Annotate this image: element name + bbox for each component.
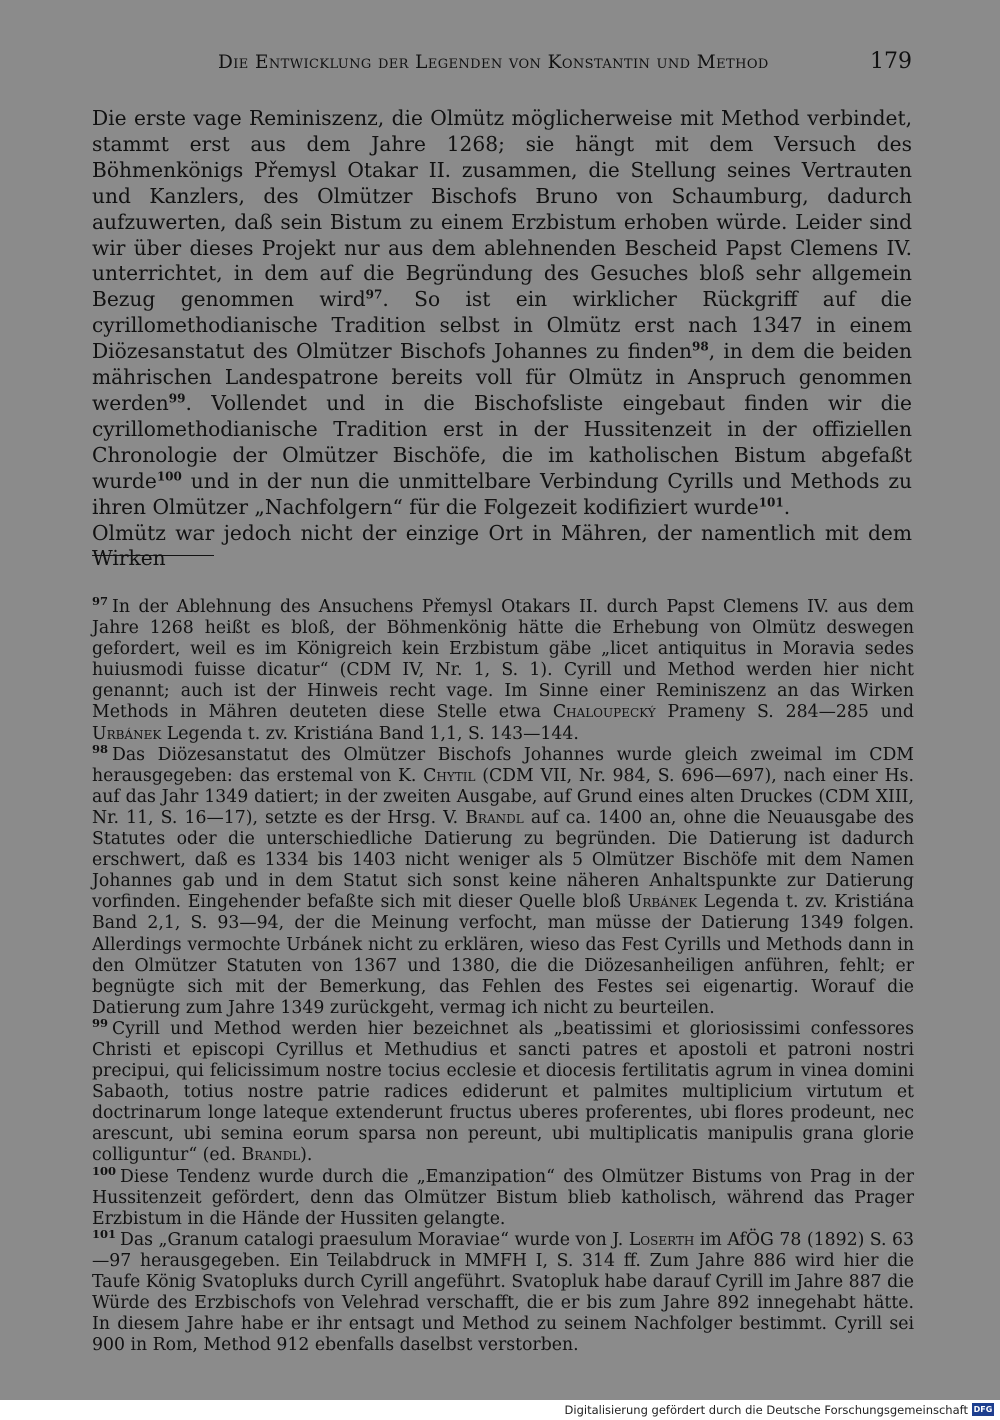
paragraph: Olmütz war jedoch nicht der einzige Ort in Mähren, der namentlich mit dem Wirken [92, 520, 912, 571]
footnote-number: 98 [92, 741, 109, 756]
text-run: Das Diözesanstatut des Olmützer Bischofs Johannes wurde gleich zweimal im CDM herausgegeben: das erstemal von K. [92, 744, 914, 786]
text-run: Cyrill und Method werden hier bezeichnet als „beatissimi et gloriosissimi confessores Christi et episcopi Cyrillus et Methudius et sancti patres et apostoli et patroni nostri precipui, qui felicissimum nostre tocius ecclesie et diocesis fertilitatis agrum in vinea domini Sabaoth, totius nostre patrie radices ediderunt et palmites multiplicium virtutum et doctrinarum longe lateque extenderunt fructus uberes proferentes, ubi flores prodeunt, nec arescunt, ubi semina eorum sparsa non pereunt, ubi multiplicatis manipulis grana glorie colliguntur“ (ed. [92, 1018, 914, 1166]
footnote-100 [92, 1163, 914, 1230]
footnote-ref-101[interactable]: 101 [758, 494, 784, 509]
text-run: Legenda t. zv. Kristiána Band 2,1, S. 93—94, der die Meinung verfocht, man müsse der Datierung 1349 folgen. Allerdings vermochte Urbánek nicht zu erklären, wieso das Fest Cyrills und Methods dann in den Olmützer Statuten von 1367 und 1380, die die Diözesanheiligen anführen, fehlt; er begnügte sich mit der Bemerkung, das Fehlen des Festes sei eigenartig. Worauf die Datierung zum Jahre 1349 zurückgeht, vermag ich nicht zu beurteilen. [92, 892, 915, 1018]
running-head: Die Entwicklung der Legenden von Konstantin und Method [218, 52, 769, 73]
text-run: Das „Granum catalogi praesulum Moraviae“ wurde von J. [120, 1229, 629, 1250]
author-name: Brandl [241, 1145, 301, 1166]
text-run: (CDM VII, Nr. 984, S. 696—697), nach einer Hs. auf das Jahr 1349 datiert; in der zweiten Ausgabe, auf Grund eines alten Druckes (CDM XIII, Nr. 11, S. 16—17), setzte es der Hrsg. V. [92, 765, 914, 828]
text-run: auf ca. 1400 an, ohne die Neuausgabe des Statutes oder die unterschiedliche Datierung zu begründen. Die Datierung ist dadurch erschwert, daß es 1334 bis 1403 nicht weniger als 5 Olmützer Bischöfe mit dem Namen Johannes gab und in dem Statut sich sonst keine näheren Anhaltspunkte zur Datierung vorfinden. Eingehender befaßte sich mit dieser Quelle bloß [92, 807, 914, 913]
digitization-footer [0, 1400, 1000, 1420]
text-run: Die erste vage Reminiszenz, die Olmütz möglicherweise mit Method verbindet, stammt erst aus dem Jahre 1268; sie hängt mit dem Versuch des Böhmenkönigs Přemysl Otakar II. zusammen, die Stellung seines Vertrauten und Kanzlers, des Olmützer Bischofs Bruno von Schaumburg, dadurch aufzuwerten, daß sein Bistum zu einem Erzbistum erhoben würde. Leider sind wir über dieses Projekt nur aus dem ablehnenden Bescheid Papst Clemens IV. unterrichtet, in dem auf die Begründung des Gesuches bloß sehr allgemein Bezug genommen wird [92, 106, 912, 312]
footnote-separator [92, 555, 214, 556]
paragraph [92, 106, 912, 521]
text-run: . [783, 494, 791, 519]
footnote-101 [92, 1227, 915, 1357]
author-name: Chytil [423, 765, 476, 786]
page-number: 179 [870, 49, 912, 74]
author-name: Loserth [628, 1229, 695, 1250]
author-name: Urbánek [627, 892, 698, 913]
text-run: und in der nun die unmittelbare Verbindung Cyrills und Methods zu ihren Olmützer „Nachfolgern“ für die Folgezeit kodifiziert wurde [92, 468, 912, 519]
funding-credit: Digitalisierung gefördert durch die Deutsche Forschungsgemeinschaft [564, 1403, 968, 1417]
page-header [218, 49, 918, 78]
footnote-number: 101 [92, 1227, 117, 1242]
text-run: . Vollendet und in die Bischofsliste eingebaut finden wir die cyrillomethodianische Tradition erst in der Hussitenzeit in der offiziellen Chronologie der Olmützer Bischöfe, die im katholischen Bistum abgefaßt wurde [92, 390, 912, 493]
text-run: im AfÖG 78 (1892) S. 63—97 herausgegeben. Ein Teilabdruck in MMFH I, S. 314 ff. Zum Jahre 886 wird hier die Taufe König Svatopluks durch Cyrill angeführt. Svatopluk habe darauf Cyrill im Jahre 887 die Würde des Erzbischofs von Velehrad verschafft, die er bis zum Jahre 892 innegehabt hätte. In diesem Jahre habe er ihr entsagt und Method zu seinem Nachfolger bestimmt. Cyrill sei 900 in Rom, Method 912 ebenfalls daselbst verstorben. [92, 1229, 915, 1356]
main-text [92, 106, 912, 572]
footnote-ref-100[interactable]: 100 [156, 468, 182, 483]
footnote-ref-97[interactable]: 97 [365, 287, 383, 302]
footnote-number: 99 [92, 1016, 109, 1031]
author-name: Chaloupecký [552, 702, 656, 723]
footnotes [92, 594, 915, 1356]
text-run: Diese Tendenz wurde durch die „Emanzipation“ des Olmützer Bistums von Prag in der Hussitenzeit gefördert, denn das Olmützer Bistum blieb katholisch, während das Prager Erzbistum in die Hände der Hussiten gelangte. [92, 1166, 914, 1229]
footnote-ref-98[interactable]: 98 [692, 339, 709, 354]
dfg-logo-icon: DFG [973, 1405, 993, 1414]
footnote-98 [92, 741, 915, 1019]
text-run: ). [300, 1145, 313, 1166]
text-run: , in dem die beiden mährischen Landespatrone bereits voll für Olmütz in Anspruch genommen werden [92, 339, 912, 415]
footnote-ref-99[interactable]: 99 [168, 391, 186, 406]
text-run: In der Ablehnung des Ansuchens Přemysl Otakars II. durch Papst Clemens IV. aus dem Jahre 1268 heißt es bloß, der Böhmenkönig hätte die Erhebung von Olmütz deswegen gefordert, weil es im Königreich kein Erzbistum gäbe „licet antiquitus in Moravia sedes huiusmodi fuisse dicatur“ (CDM IV, Nr. 1, S. 1). Cyrill und Method werden hier nicht genannt; auch ist der Hinweis recht vage. Im Sinne einer Reminiszenz an das Wirken Methods in Mähren deuteten diese Stelle etwa [92, 597, 914, 723]
text-run: Prameny S. 284—285 und [655, 702, 914, 723]
footnote-number: 97 [92, 594, 109, 609]
author-name: Brandl [465, 807, 524, 828]
text-run: Legenda t. zv. Kristiána Band 1,1, S. 143—144. [161, 723, 579, 744]
text-run: . So ist ein wirklicher Rückgriff auf die cyrillomethodianische Tradition selbst in Olmütz erst nach 1347 in einem Diözesanstatut des Olmützer Bischofs Johannes zu finden [92, 287, 912, 364]
footnote-97 [92, 594, 914, 745]
author-name: Urbánek [92, 723, 162, 744]
footnote-99 [92, 1016, 914, 1167]
footnote-number: 100 [92, 1163, 117, 1178]
